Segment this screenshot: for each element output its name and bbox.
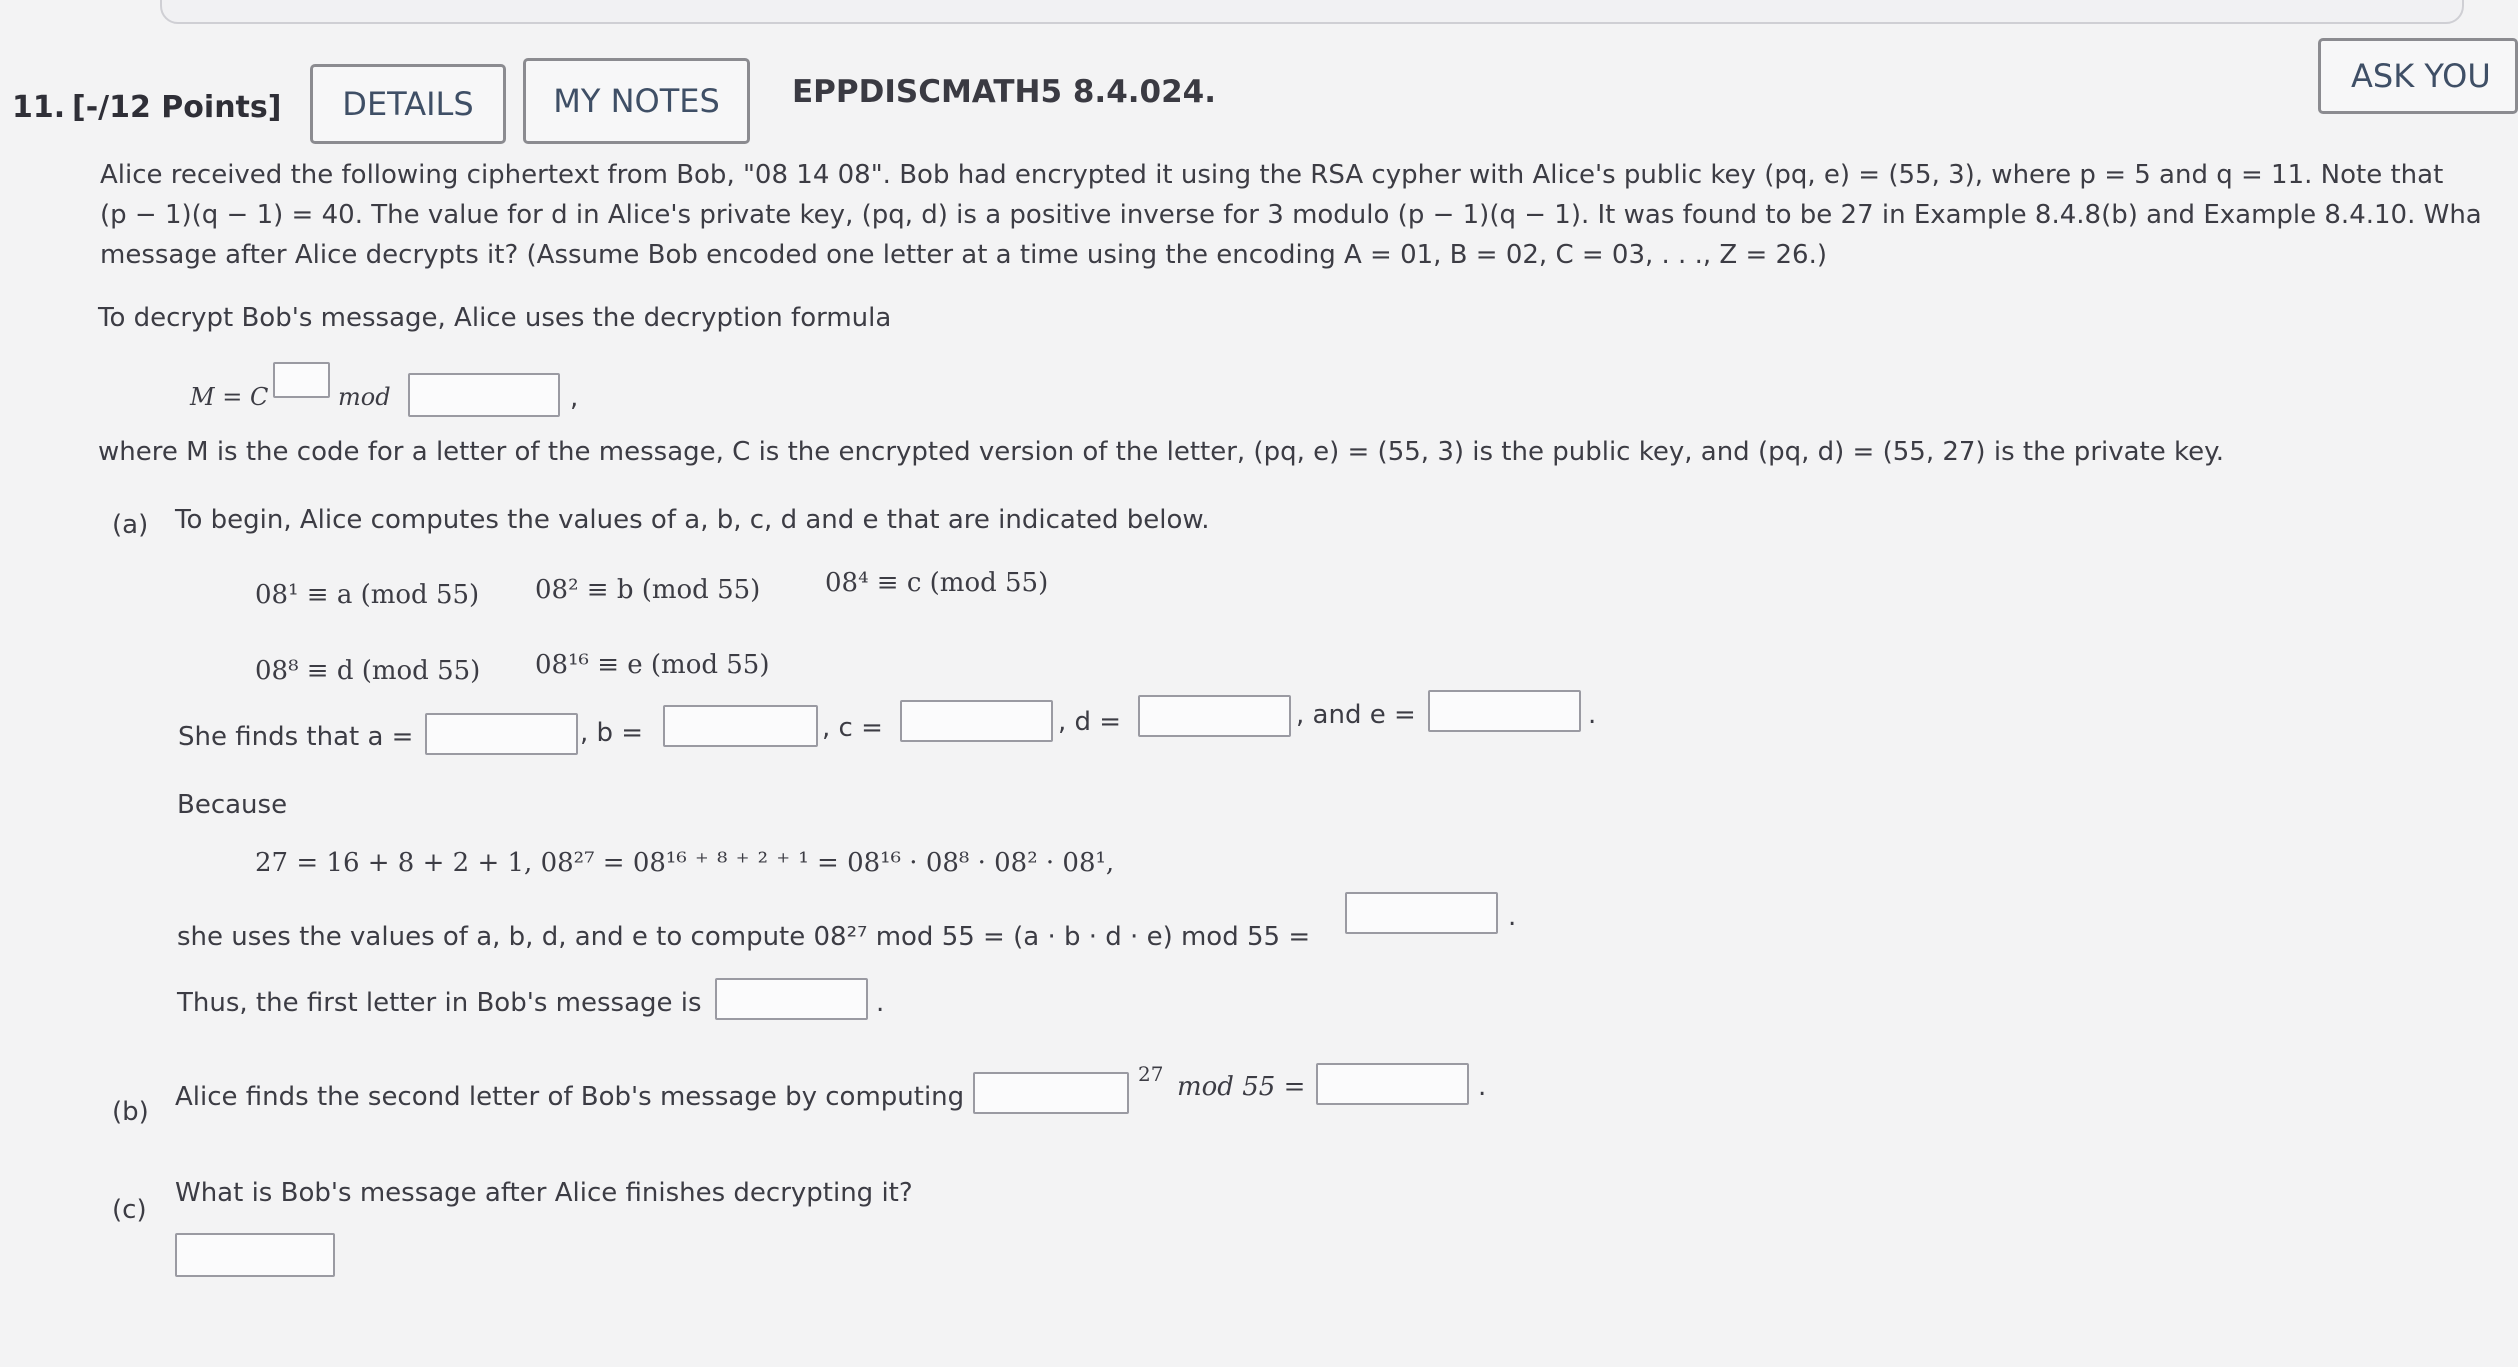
formula-left: M = C xyxy=(190,383,269,411)
my-notes-button[interactable]: MY NOTES xyxy=(523,58,750,144)
finds-period: . xyxy=(1588,700,1597,730)
c-input[interactable] xyxy=(900,700,1053,742)
part-b-mod: mod 55 = xyxy=(1177,1072,1306,1102)
question-number: 11. xyxy=(12,90,66,125)
because-label: Because xyxy=(177,790,288,820)
second-letter-input[interactable] xyxy=(1316,1063,1469,1105)
details-button[interactable]: DETAILS xyxy=(310,64,506,144)
where-text: where M is the code for a letter of the message, C is the encrypted version of the letter, (pq, e) = (55, 3) is the public key, and (pq, d) = (55, 27) is the private key. xyxy=(98,437,2225,467)
part-c-label: (c) xyxy=(112,1195,147,1225)
problem-code: EPPDISCMATH5 8.4.024. xyxy=(792,74,1217,110)
part-b-exponent: 27 xyxy=(1138,1062,1164,1086)
product-mod-input[interactable] xyxy=(1345,892,1498,934)
message-input[interactable] xyxy=(175,1233,335,1277)
equation-e: 08¹⁶ ≡ e (mod 55) xyxy=(535,650,770,680)
part-b-label: (b) xyxy=(112,1097,149,1127)
part-a-intro: To begin, Alice computes the values of a, b, c, d and e that are indicated below. xyxy=(175,505,1210,535)
e-input[interactable] xyxy=(1428,690,1581,732)
part-b-period: . xyxy=(1478,1072,1487,1102)
b-input[interactable] xyxy=(663,705,818,747)
exponent-input[interactable] xyxy=(273,362,330,398)
equation-a: 08¹ ≡ a (mod 55) xyxy=(255,580,480,610)
equation-c: 08⁴ ≡ c (mod 55) xyxy=(825,568,1049,598)
problem-text-line1: Alice received the following ciphertext from Bob, "08 14 08". Bob had encrypted it using the RSA cypher with Alice's public key (pq, e) = (55, 3), where p = 5 and q = 11. Note that xyxy=(100,160,2444,190)
compute-text: she uses the values of a, b, d, and e to compute 08²⁷ mod 55 = (a · b · d · e) mod 55 = xyxy=(177,922,1311,952)
finds-a-label: She finds that a = xyxy=(178,722,414,752)
compute-period: . xyxy=(1508,902,1517,932)
formula-comma: , xyxy=(570,383,579,413)
finds-d-label: , d = xyxy=(1058,707,1122,737)
problem-text-line2: (p − 1)(q − 1) = 40. The value for d in Alice's private key, (pq, d) is a positive inverse for 3 modulo (p − 1)(q − 1). It was found to be 27 in Example 8.4.8(b) and Example 8.4.10. Wha xyxy=(100,200,2482,230)
part-c-text: What is Bob's message after Alice finishes decrypting it? xyxy=(175,1178,913,1208)
finds-e-label: , and e = xyxy=(1296,700,1416,730)
finds-b-label: , b = xyxy=(580,718,644,748)
equation-d: 08⁸ ≡ d (mod 55) xyxy=(255,656,481,686)
d-input[interactable] xyxy=(1138,695,1291,737)
exponent-expansion: 27 = 16 + 8 + 2 + 1, 08²⁷ = 08¹⁶ ⁺ ⁸ ⁺ ² ⁺ ¹ = 08¹⁶ · 08⁸ · 08² · 08¹, xyxy=(255,848,1115,878)
modulus-input[interactable] xyxy=(408,373,560,417)
decrypt-intro: To decrypt Bob's message, Alice uses the decryption formula xyxy=(98,303,892,333)
finds-c-label: , c = xyxy=(822,713,883,743)
ask-your-teacher-button[interactable]: ASK YOU xyxy=(2318,38,2518,114)
formula-mod: mod xyxy=(338,383,391,411)
previous-question-card xyxy=(160,0,2464,24)
question-points: [-/12 Points] xyxy=(72,90,282,125)
thus-text: Thus, the first letter in Bob's message is xyxy=(177,988,702,1018)
part-b-text: Alice finds the second letter of Bob's message by computing xyxy=(175,1082,965,1112)
problem-text-line3: message after Alice decrypts it? (Assume Bob encoded one letter at a time using the encoding A = 01, B = 02, C = 03, . . ., Z = 26.) xyxy=(100,240,1827,270)
thus-period: . xyxy=(876,988,885,1018)
equation-b: 08² ≡ b (mod 55) xyxy=(535,575,761,605)
first-letter-input[interactable] xyxy=(715,978,868,1020)
a-input[interactable] xyxy=(425,713,578,755)
part-a-label: (a) xyxy=(112,510,149,540)
second-cipher-input[interactable] xyxy=(973,1072,1129,1114)
